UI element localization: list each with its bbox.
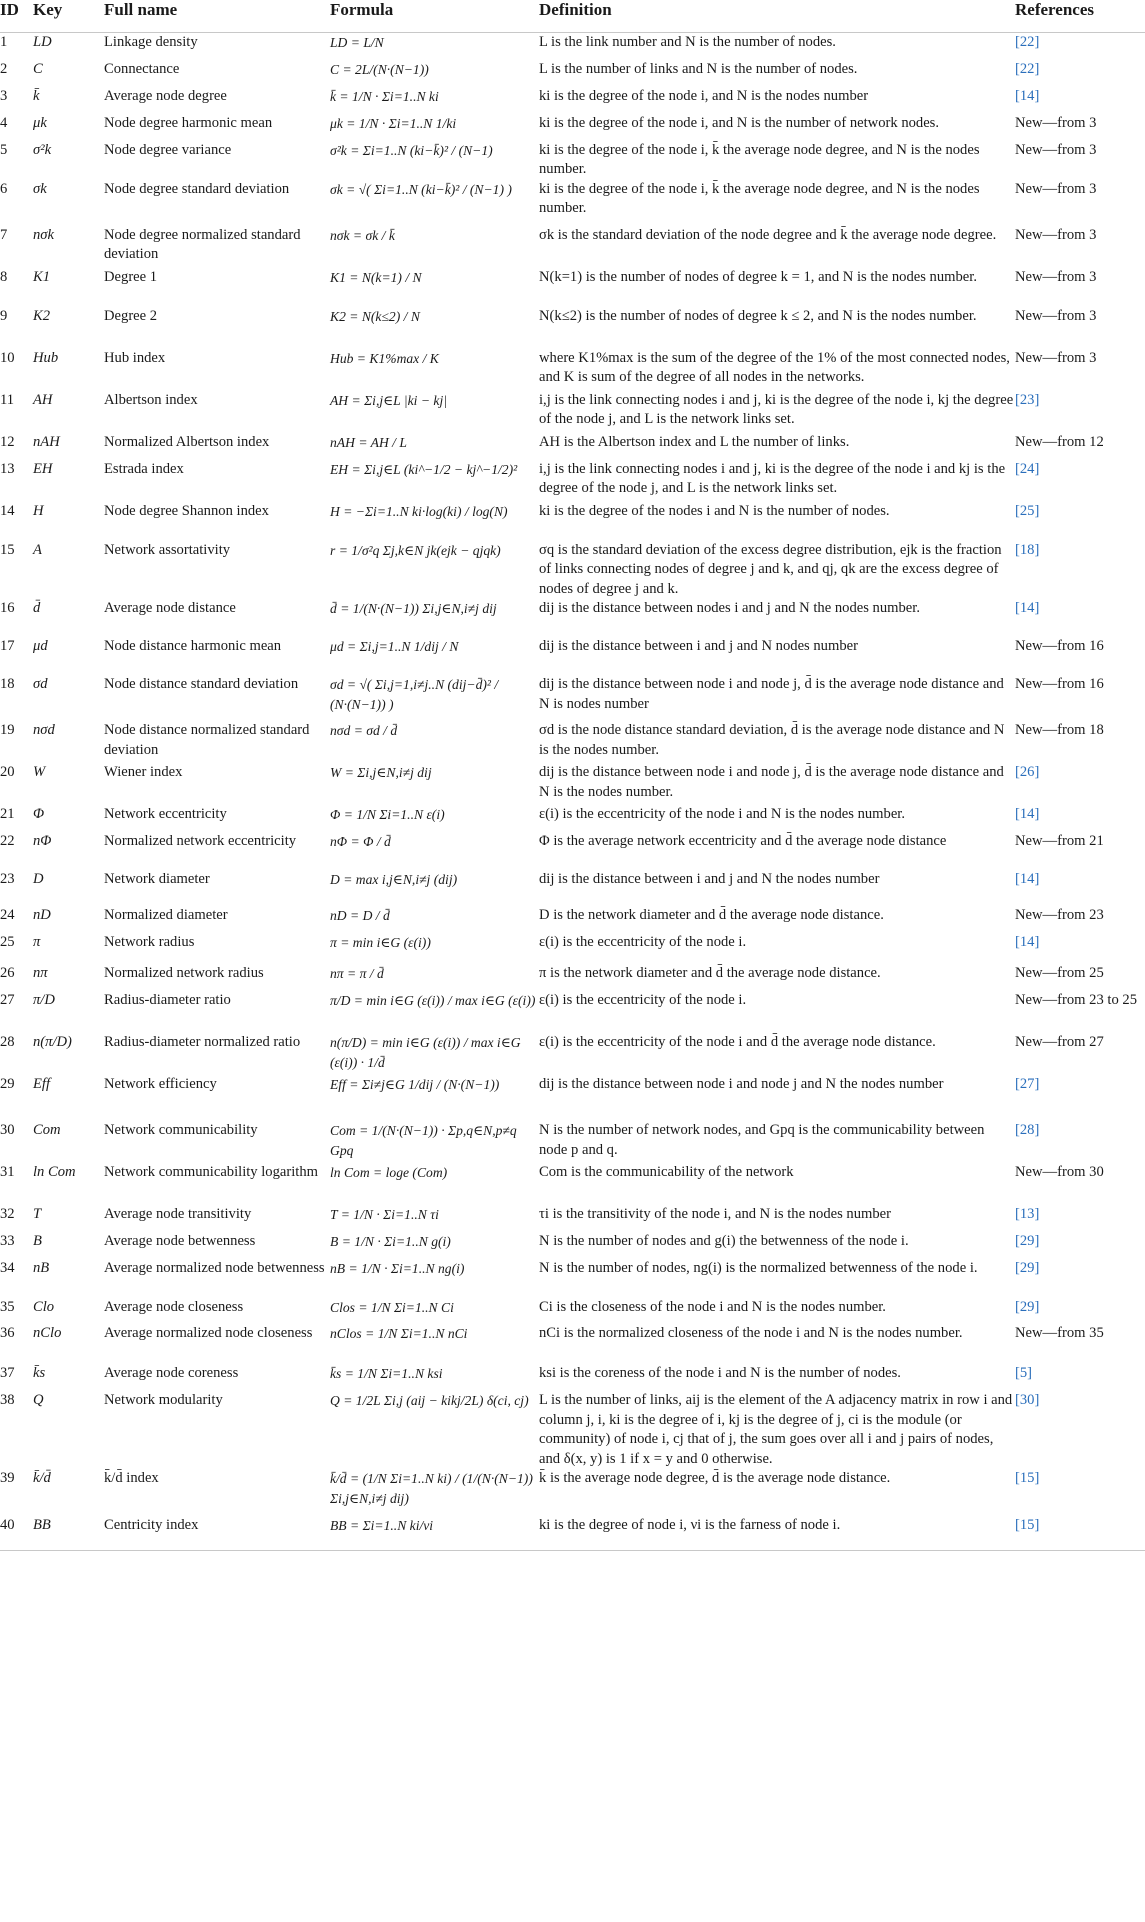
cell-id: 29 (0, 1076, 15, 1092)
cell-key: A (33, 541, 42, 558)
cell-key: Com (33, 1122, 61, 1138)
cell-definition: ki is the degree of the node i, k̄ the average node degree, and N is the nodes number. (539, 180, 980, 216)
cell-formula: Q = 1/2L Σi,j (aij − kikj/2L) δ(ci, cj) (330, 1393, 529, 1408)
cell-reference[interactable]: [25] (1015, 502, 1040, 519)
cell-formula: k̄s = 1/N Σi=1..N ksi (330, 1366, 443, 1381)
cell-definition: N(k=1) is the number of nodes of degree k = 1, and N is the nodes number. (539, 268, 977, 285)
cell-definition: AH is the Albertson index and L the number of links. (539, 433, 850, 450)
cell-definition: ki is the degree of the nodes i and N is the number of nodes. (539, 502, 890, 519)
cell-reference: New—from 23 to 25 (1015, 992, 1138, 1008)
cell-full-name: Average normalized node betwenness (104, 1260, 325, 1276)
table-body (0, 33, 1145, 1549)
cell-definition: D is the network diameter and d̄ the average node distance. (539, 907, 884, 923)
header-key: Key (33, 0, 104, 33)
table-row (0, 1298, 1145, 1324)
cell-definition: k̄ is the average node degree, d̄ is the average node distance. (539, 1470, 891, 1486)
cell-formula: EH = Σi,j∈L (ki^−1/2 − kj^−1/2)² (330, 461, 518, 477)
cell-reference[interactable]: [14] (1015, 806, 1040, 822)
cell-full-name: Average node transitivity (104, 1206, 252, 1222)
cell-full-name: Average node closeness (104, 1299, 244, 1315)
cell-key: D (33, 871, 44, 887)
cell-definition: N(k≤2) is the number of nodes of degree k ≤ 2, and N is the nodes number. (539, 307, 977, 324)
cell-id: 1 (0, 34, 8, 50)
cell-full-name: Node distance harmonic mean (104, 638, 282, 654)
cell-reference[interactable]: [22] (1015, 34, 1040, 50)
cell-id: 32 (0, 1206, 15, 1222)
cell-formula: T = 1/N · Σi=1..N τi (330, 1207, 439, 1222)
cell-definition: σd is the node distance standard deviation, d̄ is the average node distance and N is the nodes number. (539, 722, 1005, 758)
cell-formula: μk = 1/N · Σi=1..N 1/ki (330, 115, 457, 131)
table-row (0, 502, 1145, 541)
cell-reference: New—from 25 (1015, 965, 1104, 981)
cell-key: K1 (33, 268, 51, 285)
cell-formula: D = max i,j∈N,i≠j (dij) (330, 872, 458, 887)
cell-id: 24 (0, 907, 15, 923)
table-row (0, 268, 1145, 307)
cell-full-name: Average normalized node closeness (104, 1325, 313, 1341)
cell-key: EH (33, 460, 53, 477)
cell-key: T (33, 1206, 42, 1222)
cell-key: K2 (33, 307, 51, 324)
table-row (0, 763, 1145, 805)
cell-id: 34 (0, 1260, 15, 1276)
cell-full-name: Normalized network eccentricity (104, 833, 297, 849)
cell-formula: Eff = Σi≠j∈G 1/dij / (N·(N−1)) (330, 1077, 500, 1092)
cell-full-name: Network eccentricity (104, 806, 227, 822)
table-row (0, 1121, 1145, 1163)
table-row (0, 460, 1145, 502)
cell-reference[interactable]: [29] (1015, 1233, 1040, 1249)
cell-key: σk (33, 180, 47, 197)
table-row (0, 433, 1145, 460)
cell-definition: ε(i) is the eccentricity of the node i. (539, 934, 747, 950)
cell-formula: μd = Σi,j=1..N 1/dij / N (330, 639, 459, 654)
table-row (0, 141, 1145, 180)
cell-key: B (33, 1233, 42, 1249)
cell-full-name: Degree 1 (104, 268, 158, 285)
cell-reference: New—from 23 (1015, 907, 1104, 923)
cell-id: 39 (0, 1470, 15, 1486)
cell-id: 15 (0, 541, 15, 558)
cell-key: μd (33, 638, 48, 654)
cell-definition: ε(i) is the eccentricity of the node i. (539, 992, 747, 1008)
cell-key: nAH (33, 433, 60, 450)
cell-key: BB (33, 1517, 51, 1533)
cell-definition: ki is the degree of node i, νi is the farness of node i. (539, 1517, 841, 1533)
cell-definition: ksi is the coreness of the node i and N is the number of nodes. (539, 1365, 901, 1381)
cell-definition: σq is the standard deviation of the excess degree distribution, ejk is the fraction of links connecting nodes of degree j and k, and qj, qk are the excess degree of nodes of degree j and k. (539, 541, 1002, 597)
table-row (0, 1259, 1145, 1298)
cell-definition: ε(i) is the eccentricity of the node i and N is the nodes number. (539, 806, 906, 822)
cell-id: 30 (0, 1122, 15, 1138)
cell-formula: Φ = 1/N Σi=1..N ε(i) (330, 807, 445, 822)
cell-formula: σk = √( Σi=1..N (ki−k̄)² / (N−1) ) (330, 181, 512, 197)
cell-reference[interactable]: [14] (1015, 87, 1040, 104)
cell-key: Hub (33, 349, 59, 366)
cell-definition: N is the number of nodes, ng(i) is the normalized betwenness of the node i. (539, 1260, 978, 1276)
cell-reference[interactable]: [24] (1015, 460, 1040, 477)
cell-id: 4 (0, 114, 8, 131)
cell-key: σ²k (33, 141, 52, 158)
cell-definition: Ci is the closeness of the node i and N is the nodes number. (539, 1299, 886, 1315)
cell-id: 23 (0, 871, 15, 887)
cell-definition: dij is the distance between i and j and N the nodes number (539, 871, 880, 887)
cell-reference[interactable]: [18] (1015, 541, 1040, 558)
cell-definition: where K1%max is the sum of the degree of the 1% of the most connected nodes, and K is sum of the degree of all nodes in the networks. (539, 349, 1010, 385)
cell-reference[interactable]: [29] (1015, 1260, 1040, 1276)
cell-id: 19 (0, 722, 15, 738)
table-row (0, 906, 1145, 933)
cell-key: Eff (33, 1076, 51, 1092)
cell-definition: ki is the degree of the node i, k̄ the average node degree, and N is the nodes number. (539, 141, 980, 177)
cell-reference: New—from 18 (1015, 722, 1104, 738)
cell-key: Q (33, 1392, 44, 1408)
cell-key: C (33, 60, 43, 77)
cell-id: 17 (0, 638, 15, 654)
cell-full-name: Node distance standard deviation (104, 676, 299, 692)
cell-key: nΦ (33, 833, 52, 849)
cell-key: LD (33, 34, 52, 50)
cell-full-name: Node distance normalized standard deviation (104, 722, 310, 758)
cell-formula: nB = 1/N · Σi=1..N ng(i) (330, 1261, 465, 1276)
cell-definition: L is the number of links, aij is the element of the A adjacency matrix in row i and column j, i, ki is the degree of i, kj is the degree of j, ci is the module (or community) of node i, cj that of j, the sum goes over all i and j pairs of nodes, and δ(x, y) is 1 if x = y and 0 otherwise. (539, 1392, 1013, 1467)
cell-formula: K2 = N(k≤2) / N (330, 308, 420, 324)
cell-full-name: k̄/d̄ index (104, 1470, 159, 1486)
table-row (0, 307, 1145, 349)
table-row (0, 1232, 1145, 1259)
cell-id: 9 (0, 307, 8, 324)
cell-full-name: Average node degree (104, 87, 227, 104)
cell-key: k̄s (33, 1365, 46, 1381)
cell-full-name: Connectance (104, 60, 180, 77)
cell-reference[interactable]: [14] (1015, 871, 1040, 887)
cell-id: 3 (0, 87, 8, 104)
table-row (0, 933, 1145, 964)
cell-definition: ki is the degree of the node i, and N is the number of network nodes. (539, 114, 940, 131)
table-row (0, 991, 1145, 1033)
cell-key: ln Com (33, 1164, 76, 1180)
cell-key: σd (33, 676, 48, 692)
header-definition: Definition (539, 0, 1015, 33)
cell-reference[interactable]: [5] (1015, 1365, 1033, 1381)
cell-formula: Com = 1/(N·(N−1)) · Σp,q∈N,p≠q Gpq (330, 1123, 517, 1158)
cell-reference: New—from 3 (1015, 114, 1097, 131)
cell-id: 27 (0, 992, 15, 1008)
cell-full-name: Node degree Shannon index (104, 502, 269, 519)
cell-definition: dij is the distance between i and j and N nodes number (539, 638, 858, 654)
cell-id: 33 (0, 1233, 15, 1249)
cell-reference: New—from 3 (1015, 141, 1097, 158)
header-id: ID (0, 0, 33, 33)
cell-id: 8 (0, 268, 8, 285)
cell-reference[interactable]: [29] (1015, 1299, 1040, 1315)
cell-reference[interactable]: [15] (1015, 1517, 1040, 1533)
cell-id: 5 (0, 141, 8, 158)
table-row (0, 180, 1145, 226)
table-row (0, 114, 1145, 141)
cell-reference[interactable]: [14] (1015, 934, 1040, 950)
cell-formula: nσk = σk / k̄ (330, 227, 395, 243)
cell-full-name: Estrada index (104, 460, 184, 477)
cell-definition: dij is the distance between node i and node j, d̄ is the average node distance and N is the nodes number. (539, 764, 1004, 800)
cell-reference: New—from 16 (1015, 676, 1104, 692)
cell-formula: d̄ = 1/(N·(N−1)) Σi,j∈N,i≠j dij (330, 601, 497, 616)
cell-formula: BB = Σi=1..N ki/νi (330, 1518, 434, 1533)
cell-key: d̄ (33, 600, 41, 616)
cell-full-name: Normalized Albertson index (104, 433, 270, 450)
cell-definition: dij is the distance between node i and node j and N the nodes number (539, 1076, 944, 1092)
cell-reference[interactable]: [23] (1015, 391, 1040, 408)
cell-formula: nΦ = Φ / d̄ (330, 834, 391, 849)
table-row (0, 391, 1145, 433)
cell-id: 20 (0, 764, 15, 780)
table-row (0, 1033, 1145, 1075)
cell-definition: N is the number of nodes and g(i) the betwenness of the node i. (539, 1233, 909, 1249)
cell-formula: H = −Σi=1..N ki·log(ki) / log(N) (330, 503, 508, 519)
cell-full-name: Wiener index (104, 764, 183, 780)
cell-reference: New—from 27 (1015, 1034, 1104, 1050)
cell-full-name: Radius-diameter normalized ratio (104, 1034, 301, 1050)
cell-id: 38 (0, 1392, 15, 1408)
cell-reference: New—from 30 (1015, 1164, 1104, 1180)
cell-definition: dij is the distance between node i and node j, d̄ is the average node distance and N is nodes number (539, 676, 1004, 712)
cell-formula: nσd = σd / d̄ (330, 723, 398, 738)
cell-reference[interactable]: [30] (1015, 1392, 1040, 1408)
table-row (0, 599, 1145, 637)
cell-reference[interactable]: [14] (1015, 600, 1040, 616)
cell-formula: B = 1/N · Σi=1..N g(i) (330, 1234, 451, 1249)
cell-definition: ε(i) is the eccentricity of the node i and d̄ the average node distance. (539, 1034, 936, 1050)
cell-id: 37 (0, 1365, 15, 1381)
cell-full-name: Network diameter (104, 871, 210, 887)
cell-id: 40 (0, 1517, 15, 1533)
cell-formula: π/D = min i∈G (ε(i)) / max i∈G (ε(i)) (330, 993, 536, 1008)
cell-key: nB (33, 1260, 50, 1276)
cell-key: k̄/d̄ (33, 1470, 51, 1486)
cell-reference: New—from 3 (1015, 349, 1097, 366)
cell-definition: ki is the degree of the node i, and N is the nodes number (539, 87, 869, 104)
cell-formula: nπ = π / d̄ (330, 966, 384, 981)
table-row (0, 805, 1145, 832)
cell-definition: L is the link number and N is the number of nodes. (539, 34, 836, 50)
cell-key: nπ (33, 965, 48, 981)
cell-id: 11 (0, 391, 15, 408)
cell-formula: σ²k = Σi=1..N (ki−k̄)² / (N−1) (330, 142, 493, 158)
table-row (0, 832, 1145, 870)
cell-full-name: Linkage density (104, 34, 198, 50)
cell-full-name: Network efficiency (104, 1076, 217, 1092)
cell-full-name: Network radius (104, 934, 195, 950)
cell-formula: nClos = 1/N Σi=1..N nCi (330, 1326, 468, 1341)
cell-formula: W = Σi,j∈N,i≠j dij (330, 765, 432, 780)
cell-key: μk (33, 114, 47, 131)
cell-formula: π = min i∈G (ε(i)) (330, 935, 431, 950)
cell-id: 31 (0, 1164, 15, 1180)
cell-full-name: Radius-diameter ratio (104, 992, 231, 1008)
cell-formula: Hub = K1%max / K (330, 350, 439, 366)
cell-definition: τi is the transitivity of the node i, and N is the nodes number (539, 1206, 892, 1222)
table-row (0, 60, 1145, 87)
header-formula: Formula (330, 0, 539, 33)
cell-formula: σd = √( Σi,j=1,i≠j..N (dij−d̄)² / (N·(N−1)) ) (330, 677, 499, 712)
table-row (0, 1516, 1145, 1548)
cell-formula: ln Com = loge (Com) (330, 1165, 448, 1180)
cell-key: n(π/D) (33, 1034, 72, 1050)
cell-full-name: Average node coreness (104, 1365, 239, 1381)
cell-id: 21 (0, 806, 15, 822)
cell-full-name: Average node betwenness (104, 1233, 256, 1249)
cell-reference: New—from 3 (1015, 268, 1097, 285)
cell-id: 14 (0, 502, 15, 519)
table-row (0, 1469, 1145, 1516)
cell-reference[interactable]: [15] (1015, 1470, 1040, 1486)
cell-reference: New—from 21 (1015, 833, 1104, 849)
cell-full-name: Node degree standard deviation (104, 180, 290, 197)
cell-id: 22 (0, 833, 15, 849)
cell-definition: π is the network diameter and d̄ the average node distance. (539, 965, 881, 981)
cell-definition: N is the number of network nodes, and Gpq is the communicability between node p and q. (539, 1122, 985, 1158)
cell-full-name: Node degree variance (104, 141, 232, 158)
cell-reference[interactable]: [13] (1015, 1206, 1040, 1222)
cell-formula: AH = Σi,j∈L |ki − kj| (330, 392, 447, 408)
cell-reference: New—from 16 (1015, 638, 1104, 654)
table-row (0, 33, 1145, 60)
cell-reference: New—from 35 (1015, 1325, 1104, 1341)
table-row (0, 349, 1145, 391)
cell-formula: nD = D / d̄ (330, 908, 390, 923)
cell-id: 18 (0, 676, 15, 692)
cell-formula: n(π/D) = min i∈G (ε(i)) / max i∈G (ε(i)) · 1/d̄ (330, 1035, 521, 1070)
cell-key: nσk (33, 226, 54, 243)
cell-key: π (33, 934, 41, 950)
cell-key: H (33, 502, 44, 519)
cell-formula: LD = L/N (330, 35, 384, 50)
cell-reference: New—from 12 (1015, 433, 1104, 450)
cell-full-name: Network modularity (104, 1392, 223, 1408)
table-row (0, 87, 1145, 114)
table-row (0, 1324, 1145, 1364)
cell-id: 13 (0, 460, 15, 477)
cell-key: nClo (33, 1325, 62, 1341)
cell-key: nσd (33, 722, 55, 738)
table-row (0, 1391, 1145, 1469)
cell-reference[interactable]: [22] (1015, 60, 1040, 77)
cell-key: W (33, 764, 46, 780)
cell-full-name: Centricity index (104, 1517, 199, 1533)
cell-definition: nCi is the normalized closeness of the node i and N is the nodes number. (539, 1325, 963, 1341)
cell-reference[interactable]: [27] (1015, 1076, 1040, 1092)
cell-full-name: Network assortativity (104, 541, 231, 558)
cell-reference: New—from 3 (1015, 226, 1097, 243)
table-row (0, 964, 1145, 991)
header-references: References (1015, 0, 1145, 33)
cell-formula: C = 2L/(N·(N−1)) (330, 61, 429, 77)
cell-full-name: Average node distance (104, 600, 236, 616)
cell-key: k̄ (33, 87, 40, 104)
table-row (0, 637, 1145, 675)
cell-formula: Clos = 1/N Σi=1..N Ci (330, 1300, 454, 1315)
cell-definition: Φ is the average network eccentricity and d̄ the average node distance (539, 833, 947, 849)
cell-definition: dij is the distance between nodes i and j and N the nodes number. (539, 600, 920, 616)
cell-reference[interactable]: [26] (1015, 764, 1040, 780)
cell-reference: New—from 3 (1015, 180, 1097, 197)
table-row (0, 721, 1145, 763)
cell-formula: r = 1/σ²q Σj,k∈N jk(ejk − qjqk) (330, 542, 501, 558)
cell-key: Φ (33, 806, 45, 822)
cell-id: 2 (0, 60, 8, 77)
cell-id: 7 (0, 226, 8, 243)
cell-formula: k̄/d̄ = (1/N Σi=1..N ki) / (1/(N·(N−1)) Σi,j∈N,i≠j dij) (330, 1471, 533, 1506)
cell-id: 16 (0, 600, 15, 616)
cell-definition: σk is the standard deviation of the node degree and k̄ the average node degree. (539, 226, 997, 243)
cell-key: Clo (33, 1299, 55, 1315)
cell-full-name: Node degree normalized standard deviation (104, 226, 301, 262)
cell-definition: i,j is the link connecting nodes i and j, ki is the degree of the node i and kj is the degree of the node j, and L is the network links set. (539, 460, 1006, 496)
cell-id: 28 (0, 1034, 15, 1050)
cell-full-name: Network communicability (104, 1122, 258, 1138)
table-row (0, 1364, 1145, 1391)
table-row (0, 675, 1145, 721)
table-bottom-rule (0, 1550, 1145, 1551)
table-row (0, 1075, 1145, 1121)
header-full-name: Full name (104, 0, 330, 33)
table-row (0, 1205, 1145, 1232)
cell-id: 36 (0, 1325, 15, 1341)
cell-full-name: Normalized network radius (104, 965, 264, 981)
cell-key: π/D (33, 992, 55, 1008)
cell-formula: K1 = N(k=1) / N (330, 269, 422, 285)
table-row (0, 541, 1145, 600)
cell-id: 12 (0, 433, 15, 450)
cell-full-name: Hub index (104, 349, 166, 366)
cell-id: 35 (0, 1299, 15, 1315)
cell-full-name: Network communicability logarithm (104, 1164, 318, 1180)
cell-full-name: Node degree harmonic mean (104, 114, 273, 131)
cell-full-name: Degree 2 (104, 307, 158, 324)
cell-id: 26 (0, 965, 15, 981)
table-header-row (0, 0, 1145, 33)
cell-reference[interactable]: [28] (1015, 1122, 1040, 1138)
table-row (0, 870, 1145, 906)
cell-reference: New—from 3 (1015, 307, 1097, 324)
table-row (0, 1163, 1145, 1205)
cell-formula: nAH = AH / L (330, 434, 407, 450)
table-row (0, 226, 1145, 268)
cell-full-name: Normalized diameter (104, 907, 228, 923)
cell-definition: Com is the communicability of the network (539, 1164, 794, 1180)
cell-key: nD (33, 907, 51, 923)
cell-id: 10 (0, 349, 15, 366)
cell-formula: k̄ = 1/N · Σi=1..N ki (330, 88, 439, 104)
cell-full-name: Albertson index (104, 391, 198, 408)
cell-id: 25 (0, 934, 15, 950)
cell-key: AH (33, 391, 53, 408)
cell-id: 6 (0, 180, 8, 197)
cell-definition: L is the number of links and N is the number of nodes. (539, 60, 858, 77)
cell-definition: i,j is the link connecting nodes i and j, ki is the degree of the node i, kj the degree of the node j, and L is the network links set. (539, 391, 1014, 427)
